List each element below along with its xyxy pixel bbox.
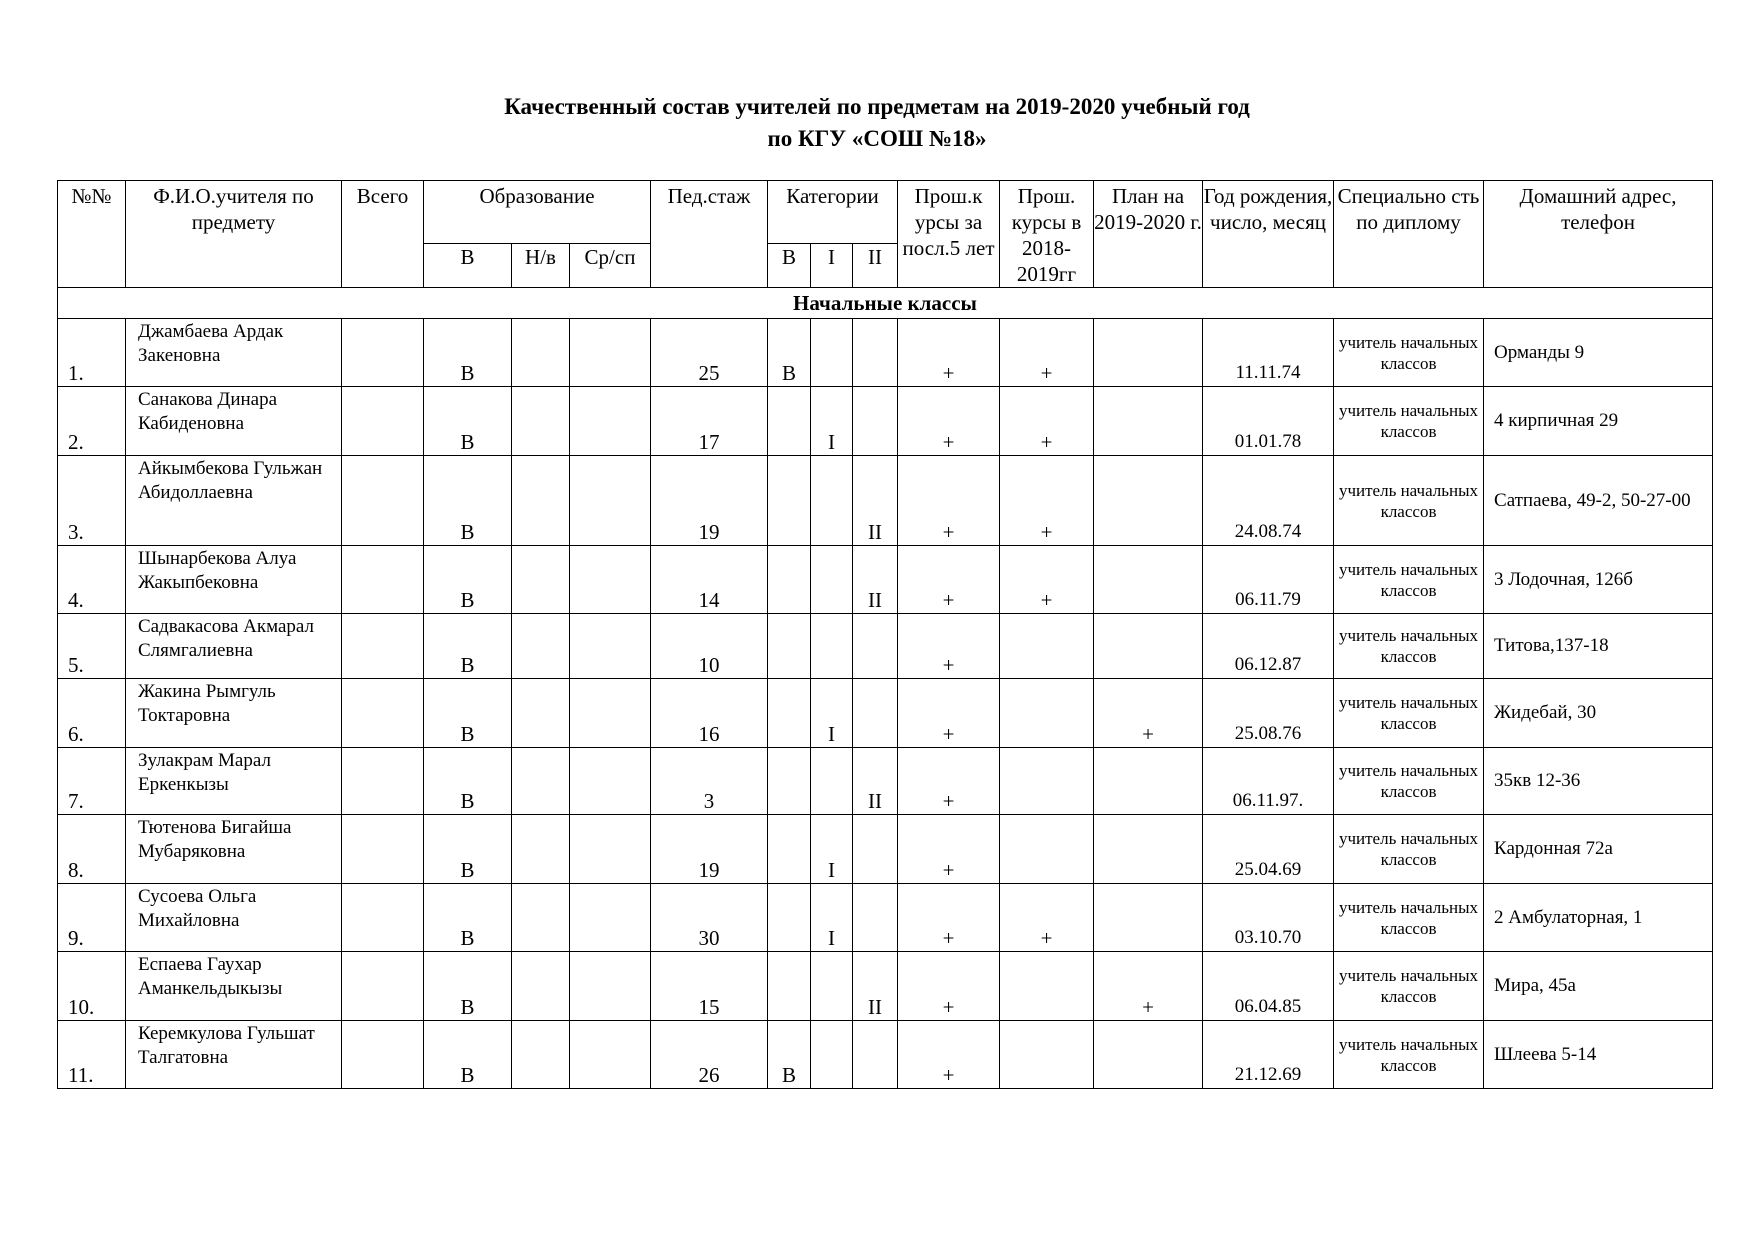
courses-5y: + xyxy=(898,546,1000,614)
address: Шлеева 5-14 xyxy=(1484,1021,1713,1089)
category-first: I xyxy=(811,815,853,884)
total-cell xyxy=(342,884,424,952)
total-cell xyxy=(342,679,424,748)
category-second xyxy=(853,679,898,748)
category-second: II xyxy=(853,546,898,614)
header-education: Образование xyxy=(424,181,651,244)
address: Орманды 9 xyxy=(1484,319,1713,387)
education-higher: В xyxy=(424,815,512,884)
birth-date: 25.04.69 xyxy=(1203,815,1334,884)
birth-date: 06.04.85 xyxy=(1203,952,1334,1021)
plan-2019 xyxy=(1094,456,1203,546)
header-cat-2: II xyxy=(853,244,898,288)
ped-stazh: 15 xyxy=(651,952,768,1021)
category-higher: В xyxy=(768,1021,811,1089)
header-cat-v: В xyxy=(768,244,811,288)
education-secondary xyxy=(570,456,651,546)
courses-2018: + xyxy=(1000,319,1094,387)
address: Жидебай, 30 xyxy=(1484,679,1713,748)
specialty: учитель начальных классов xyxy=(1334,319,1484,387)
category-second xyxy=(853,1021,898,1089)
category-second xyxy=(853,884,898,952)
education-higher: В xyxy=(424,546,512,614)
education-secondary xyxy=(570,1021,651,1089)
category-second: II xyxy=(853,456,898,546)
education-secondary xyxy=(570,952,651,1021)
total-cell xyxy=(342,546,424,614)
address: Мира, 45а xyxy=(1484,952,1713,1021)
courses-2018: + xyxy=(1000,456,1094,546)
category-first xyxy=(811,1021,853,1089)
category-higher xyxy=(768,884,811,952)
ped-stazh: 30 xyxy=(651,884,768,952)
courses-2018 xyxy=(1000,952,1094,1021)
plan-2019 xyxy=(1094,546,1203,614)
row-number: 6. xyxy=(58,679,126,748)
birth-date: 25.08.76 xyxy=(1203,679,1334,748)
courses-5y: + xyxy=(898,387,1000,456)
category-second: II xyxy=(853,952,898,1021)
plan-2019 xyxy=(1094,884,1203,952)
birth-date: 03.10.70 xyxy=(1203,884,1334,952)
category-first xyxy=(811,952,853,1021)
row-number: 11. xyxy=(58,1021,126,1089)
category-higher xyxy=(768,546,811,614)
total-cell xyxy=(342,748,424,815)
total-cell xyxy=(342,387,424,456)
table-row xyxy=(58,546,1713,614)
courses-2018: + xyxy=(1000,546,1094,614)
row-number: 1. xyxy=(58,319,126,387)
ped-stazh: 19 xyxy=(651,456,768,546)
birth-date: 11.11.74 xyxy=(1203,319,1334,387)
category-higher xyxy=(768,387,811,456)
category-higher xyxy=(768,614,811,679)
category-second xyxy=(853,614,898,679)
address: 35кв 12-36 xyxy=(1484,748,1713,815)
teacher-name: Санакова Динара Кабиденовна xyxy=(126,387,342,456)
courses-5y: + xyxy=(898,952,1000,1021)
courses-2018: + xyxy=(1000,387,1094,456)
specialty: учитель начальных классов xyxy=(1334,387,1484,456)
table-row xyxy=(58,884,1713,952)
header-plan: План на 2019-2020 г. xyxy=(1094,181,1203,288)
total-cell xyxy=(342,952,424,1021)
birth-date: 06.12.87 xyxy=(1203,614,1334,679)
category-first xyxy=(811,319,853,387)
header-address: Домашний адрес, телефон xyxy=(1484,181,1713,288)
category-higher xyxy=(768,952,811,1021)
category-higher xyxy=(768,679,811,748)
education-incomplete xyxy=(512,679,570,748)
specialty: учитель начальных классов xyxy=(1334,679,1484,748)
education-secondary xyxy=(570,884,651,952)
education-higher: В xyxy=(424,952,512,1021)
ped-stazh: 10 xyxy=(651,614,768,679)
courses-5y: + xyxy=(898,815,1000,884)
education-higher: В xyxy=(424,387,512,456)
birth-date: 06.11.79 xyxy=(1203,546,1334,614)
courses-2018: + xyxy=(1000,884,1094,952)
courses-2018 xyxy=(1000,1021,1094,1089)
header-edu-srsp: Ср/сп xyxy=(570,244,651,288)
education-incomplete xyxy=(512,319,570,387)
row-number: 3. xyxy=(58,456,126,546)
birth-date: 01.01.78 xyxy=(1203,387,1334,456)
plan-2019 xyxy=(1094,1021,1203,1089)
category-first xyxy=(811,614,853,679)
courses-5y: + xyxy=(898,456,1000,546)
category-second xyxy=(853,387,898,456)
category-first: I xyxy=(811,679,853,748)
table-row xyxy=(58,1021,1713,1089)
courses-5y: + xyxy=(898,884,1000,952)
total-cell xyxy=(342,456,424,546)
header-fio: Ф.И.О.учителя по предмету xyxy=(126,181,342,288)
teacher-name: Айкымбекова Гульжан Абидоллаевна xyxy=(126,456,342,546)
category-first xyxy=(811,546,853,614)
header-cat-1: I xyxy=(811,244,853,288)
total-cell xyxy=(342,1021,424,1089)
category-first xyxy=(811,748,853,815)
table-row xyxy=(58,319,1713,387)
plan-2019 xyxy=(1094,815,1203,884)
education-incomplete xyxy=(512,1021,570,1089)
specialty: учитель начальных классов xyxy=(1334,614,1484,679)
table-row xyxy=(58,748,1713,815)
education-higher: В xyxy=(424,1021,512,1089)
address: Сатпаева, 49-2, 50-27-00 xyxy=(1484,456,1713,546)
education-secondary xyxy=(570,679,651,748)
category-higher xyxy=(768,456,811,546)
document-subtitle: по КГУ «СОШ №18» xyxy=(767,126,987,151)
table-row xyxy=(58,815,1713,884)
category-first: I xyxy=(811,884,853,952)
specialty: учитель начальных классов xyxy=(1334,952,1484,1021)
teacher-name: Зулакрам Марал Еркенкызы xyxy=(126,748,342,815)
courses-5y: + xyxy=(898,319,1000,387)
address: 3 Лодочная, 126б xyxy=(1484,546,1713,614)
education-secondary xyxy=(570,748,651,815)
specialty: учитель начальных классов xyxy=(1334,456,1484,546)
courses-5y: + xyxy=(898,748,1000,815)
teacher-name: Садвакасова Акмарал Слямгалиевна xyxy=(126,614,342,679)
category-higher xyxy=(768,815,811,884)
category-first: I xyxy=(811,387,853,456)
header-courses-5y: Прош.к урсы за посл.5 лет xyxy=(898,181,1000,288)
specialty: учитель начальных классов xyxy=(1334,884,1484,952)
address: Кардонная 72а xyxy=(1484,815,1713,884)
education-higher: В xyxy=(424,456,512,546)
education-incomplete xyxy=(512,387,570,456)
education-incomplete xyxy=(512,815,570,884)
header-total: Всего xyxy=(342,181,424,288)
ped-stazh: 14 xyxy=(651,546,768,614)
education-incomplete xyxy=(512,456,570,546)
teacher-name: Сусоева Ольга Михайловна xyxy=(126,884,342,952)
row-number: 4. xyxy=(58,546,126,614)
education-incomplete xyxy=(512,546,570,614)
table-row xyxy=(58,387,1713,456)
education-higher: В xyxy=(424,319,512,387)
total-cell xyxy=(342,319,424,387)
education-secondary xyxy=(570,614,651,679)
table-row xyxy=(58,456,1713,546)
courses-2018 xyxy=(1000,679,1094,748)
category-second: II xyxy=(853,748,898,815)
total-cell xyxy=(342,815,424,884)
category-second xyxy=(853,319,898,387)
header-num: №№ xyxy=(58,181,126,288)
header-edu-nv: Н/в xyxy=(512,244,570,288)
education-higher: В xyxy=(424,614,512,679)
birth-date: 06.11.97. xyxy=(1203,748,1334,815)
education-incomplete xyxy=(512,614,570,679)
plan-2019 xyxy=(1094,387,1203,456)
total-cell xyxy=(342,614,424,679)
header-birth: Год рождения, число, месяц xyxy=(1203,181,1334,288)
specialty: учитель начальных классов xyxy=(1334,748,1484,815)
section-title: Начальные классы xyxy=(58,288,1713,319)
teacher-name: Жакина Рымгуль Токтаровна xyxy=(126,679,342,748)
row-number: 10. xyxy=(58,952,126,1021)
teacher-name: Шынарбекова Алуа Жакыпбековна xyxy=(126,546,342,614)
address: 2 Амбулаторная, 1 xyxy=(1484,884,1713,952)
plan-2019 xyxy=(1094,614,1203,679)
ped-stazh: 26 xyxy=(651,1021,768,1089)
row-number: 8. xyxy=(58,815,126,884)
education-incomplete xyxy=(512,884,570,952)
header-ped-stazh: Пед.стаж xyxy=(651,181,768,288)
header-specialty: Специально сть по диплому xyxy=(1334,181,1484,288)
category-higher: В xyxy=(768,319,811,387)
courses-5y: + xyxy=(898,614,1000,679)
courses-2018 xyxy=(1000,748,1094,815)
education-incomplete xyxy=(512,748,570,815)
plan-2019 xyxy=(1094,319,1203,387)
education-higher: В xyxy=(424,748,512,815)
education-incomplete xyxy=(512,952,570,1021)
teachers-table xyxy=(57,180,1713,1089)
education-secondary xyxy=(570,546,651,614)
row-number: 7. xyxy=(58,748,126,815)
category-first xyxy=(811,456,853,546)
ped-stazh: 3 xyxy=(651,748,768,815)
table-row xyxy=(58,679,1713,748)
row-number: 2. xyxy=(58,387,126,456)
address: 4 кирпичная 29 xyxy=(1484,387,1713,456)
specialty: учитель начальных классов xyxy=(1334,546,1484,614)
table-row xyxy=(58,952,1713,1021)
ped-stazh: 16 xyxy=(651,679,768,748)
education-secondary xyxy=(570,319,651,387)
teacher-name: Джамбаева Ардак Закеновна xyxy=(126,319,342,387)
courses-5y: + xyxy=(898,679,1000,748)
plan-2019 xyxy=(1094,748,1203,815)
category-second xyxy=(853,815,898,884)
table-row xyxy=(58,614,1713,679)
ped-stazh: 25 xyxy=(651,319,768,387)
teacher-name: Керемкулова Гульшат Талгатовна xyxy=(126,1021,342,1089)
education-secondary xyxy=(570,387,651,456)
teacher-name: Тютенова Бигайша Мубаряковна xyxy=(126,815,342,884)
specialty: учитель начальных классов xyxy=(1334,1021,1484,1089)
education-higher: В xyxy=(424,884,512,952)
header-categories: Категории xyxy=(768,181,898,244)
birth-date: 21.12.69 xyxy=(1203,1021,1334,1089)
specialty: учитель начальных классов xyxy=(1334,815,1484,884)
plan-2019: + xyxy=(1094,952,1203,1021)
header-courses-2018: Прош. курсы в 2018-2019гг xyxy=(1000,181,1094,288)
birth-date: 24.08.74 xyxy=(1203,456,1334,546)
education-secondary xyxy=(570,815,651,884)
row-number: 9. xyxy=(58,884,126,952)
ped-stazh: 17 xyxy=(651,387,768,456)
courses-5y: + xyxy=(898,1021,1000,1089)
document-title: Качественный состав учителей по предметам на 2019-2020 учебный год xyxy=(504,94,1250,119)
teacher-name: Еспаева Гаухар Аманкельдыкызы xyxy=(126,952,342,1021)
category-higher xyxy=(768,748,811,815)
ped-stazh: 19 xyxy=(651,815,768,884)
header-edu-v: В xyxy=(424,244,512,288)
plan-2019: + xyxy=(1094,679,1203,748)
row-number: 5. xyxy=(58,614,126,679)
address: Титова,137-18 xyxy=(1484,614,1713,679)
education-higher: В xyxy=(424,679,512,748)
courses-2018 xyxy=(1000,614,1094,679)
courses-2018 xyxy=(1000,815,1094,884)
